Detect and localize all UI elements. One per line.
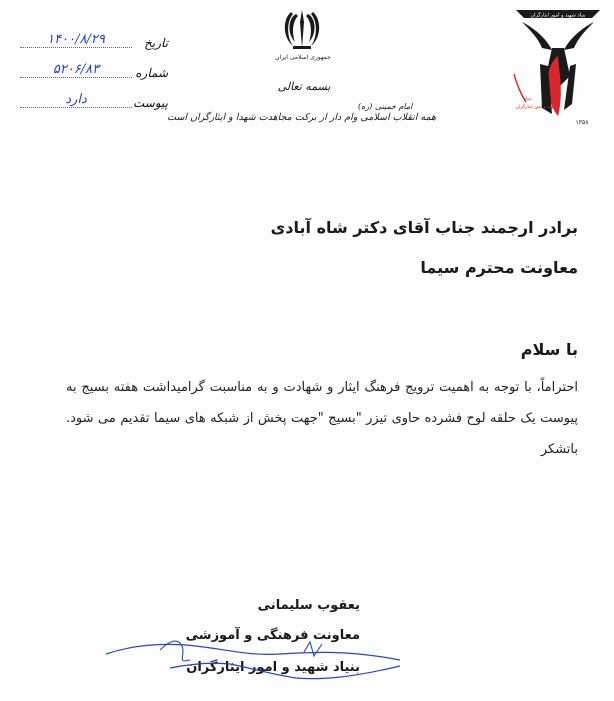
iran-emblem-icon	[283, 8, 321, 50]
number-label: شماره	[135, 66, 168, 80]
recipient-title: معاونت محترم سیما	[420, 258, 578, 277]
attachment-row	[8, 92, 168, 122]
letter-body: احتراماً، با توجه به اهمیت ترویج فرهنگ ایثار و شهادت و به مناسبت گرامیداشت هفته بسیج به پیوست یک حلقه لوح فشرده حاوی تیزر "بسیج "جهت پخش از شبکه های سیما تقدیم می شود. باتشکر	[66, 380, 578, 457]
emblem-subtitle: جمهوری اسلامی ایران	[275, 54, 331, 61]
signer-organization: بنیاد شهید و امور ایثارگران	[186, 660, 360, 675]
signer-name: یعقوب سلیمانی	[257, 598, 360, 613]
motto: همه انقلاب اسلامی وام دار از برکت مجاهدت شهدا و ایثارگران است	[167, 112, 436, 123]
number-row	[8, 62, 168, 92]
signer-title: معاونت فرهنگی و آموزشی	[185, 628, 360, 643]
logo-year: ۱۳۵۸	[575, 119, 589, 126]
martyr-foundation-logo	[512, 4, 604, 128]
handwritten-signature	[100, 620, 410, 690]
attachment-value: دارد	[20, 92, 132, 108]
greeting: با سلام	[520, 340, 578, 359]
svg-text:بنیاد: بنیاد	[524, 97, 532, 102]
basmala: بسمه تعالی	[277, 80, 331, 93]
recipient: برادر ارجمند جناب آقای دکتر شاه آبادی	[270, 218, 578, 237]
number-value: ۵۲۰۶/۸۳	[20, 62, 132, 78]
motto-attribution: امام خمینی (ره)	[358, 102, 413, 111]
attachment-label: پیوست	[133, 96, 168, 110]
svg-text:بنیاد شهید و امور ایثارگران: بنیاد شهید و امور ایثارگران	[530, 12, 586, 19]
date-row	[8, 32, 168, 62]
date-value: ۱۴۰۰/۸/۲۹	[20, 32, 132, 48]
svg-text:شهید و امور ایثارگران: شهید و امور ایثارگران	[516, 105, 557, 110]
letter-metadata	[8, 32, 168, 122]
date-label: تاریخ	[144, 36, 168, 50]
